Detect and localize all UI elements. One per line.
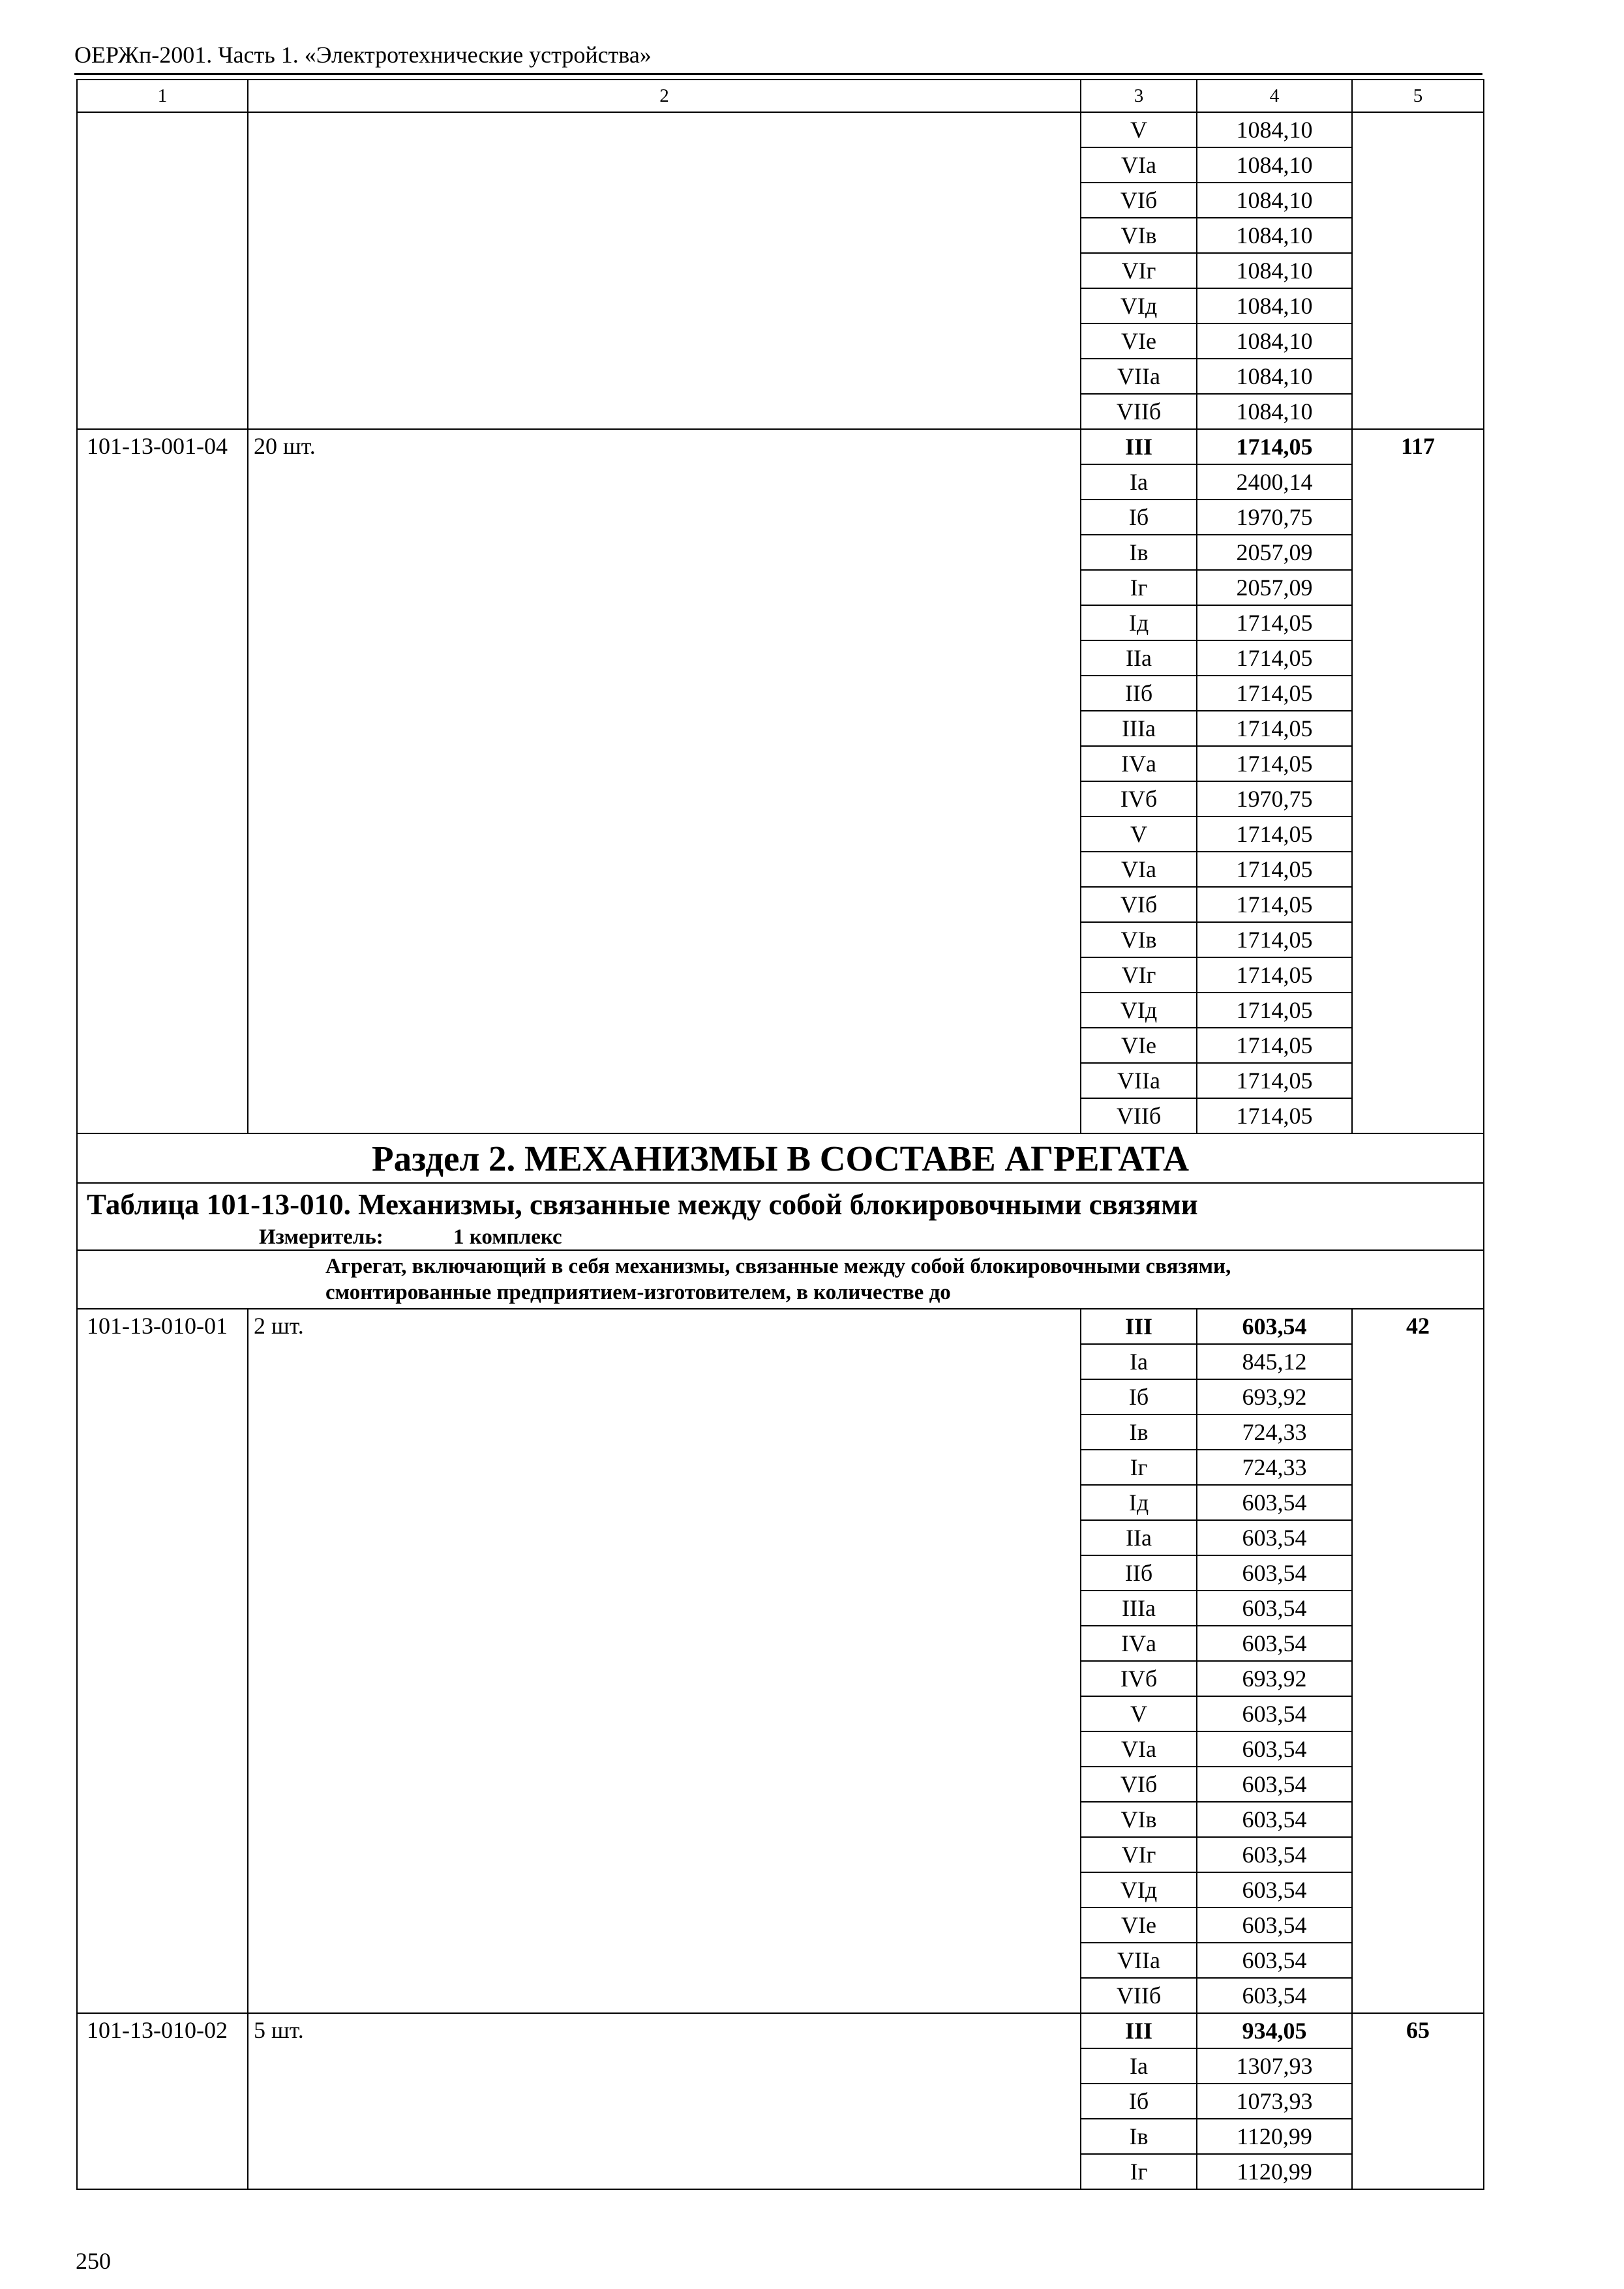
price-cell: 693,92 [1197, 1661, 1352, 1696]
price-cell: 603,54 [1197, 1731, 1352, 1767]
section-title: Раздел 2. МЕХАНИЗМЫ В СОСТАВЕ АГРЕГАТА [77, 1133, 1484, 1183]
unit-label: Измеритель: [259, 1225, 383, 1249]
zone-cell: IIа [1081, 640, 1197, 676]
column-number-row [77, 80, 1484, 112]
price-cell: 603,54 [1197, 1309, 1352, 1344]
zone-cell: IVб [1081, 781, 1197, 816]
price-cell: 1084,10 [1197, 218, 1352, 253]
zone-cell: Iд [1081, 605, 1197, 640]
description-line: смонтированные предприятием-изготовителем, в количестве до [325, 1281, 951, 1304]
price-cell: 603,54 [1197, 1767, 1352, 1802]
zone-cell: VIд [1081, 993, 1197, 1028]
price-cell: 1073,93 [1197, 2084, 1352, 2119]
column-number: 2 [248, 80, 1081, 112]
table-title-cell [77, 1183, 1484, 1250]
zone-cell: VIIа [1081, 359, 1197, 394]
page-number: 250 [76, 2248, 111, 2274]
page-header-title: ОЕРЖп-2001. Часть 1. «Электротехнические устройства» [74, 42, 652, 68]
table-title: Таблица 101-13-010. Механизмы, связанные между собой блокировочными связями [87, 1188, 1198, 1221]
labor-cell [1352, 112, 1484, 429]
column-number: 1 [77, 80, 248, 112]
zone-cell: III [1081, 1309, 1197, 1344]
zone-cell: Iб [1081, 1379, 1197, 1414]
zone-cell: V [1081, 816, 1197, 852]
price-cell: 2057,09 [1197, 535, 1352, 570]
zone-cell: IIб [1081, 676, 1197, 711]
price-cell: 1970,75 [1197, 500, 1352, 535]
zone-cell: Iг [1081, 570, 1197, 605]
price-cell: 1714,05 [1197, 746, 1352, 781]
zone-cell: VIг [1081, 1837, 1197, 1872]
zone-cell: IIб [1081, 1555, 1197, 1591]
table-row [77, 112, 1484, 147]
zone-cell: IIа [1081, 1520, 1197, 1555]
zone-cell: IVа [1081, 1626, 1197, 1661]
zone-cell: VIа [1081, 852, 1197, 887]
price-cell: 1084,10 [1197, 394, 1352, 429]
price-cell: 724,33 [1197, 1414, 1352, 1450]
price-cell: 1714,05 [1197, 640, 1352, 676]
zone-cell: V [1081, 112, 1197, 147]
price-cell: 603,54 [1197, 1555, 1352, 1591]
price-cell: 1084,10 [1197, 112, 1352, 147]
table-row [77, 429, 1484, 464]
zone-cell: VIб [1081, 1767, 1197, 1802]
zone-cell: Iа [1081, 2048, 1197, 2084]
price-cell: 1714,05 [1197, 922, 1352, 957]
zone-cell: VIд [1081, 1872, 1197, 1908]
price-cell: 1714,05 [1197, 429, 1352, 464]
zone-cell: Iб [1081, 2084, 1197, 2119]
zone-cell: VIIб [1081, 1978, 1197, 2013]
zone-cell: IVа [1081, 746, 1197, 781]
description-line: Агрегат, включающий в себя механизмы, связанные между собой блокировочными связями, [325, 1255, 1231, 1278]
labor-cell: 42 [1352, 1309, 1484, 2013]
price-cell: 2057,09 [1197, 570, 1352, 605]
item-name: 20 шт. [248, 429, 1081, 1133]
zone-cell: Iа [1081, 1344, 1197, 1379]
price-cell: 603,54 [1197, 1626, 1352, 1661]
price-cell: 603,54 [1197, 1908, 1352, 1943]
zone-cell: VIIа [1081, 1063, 1197, 1098]
zone-cell: Iв [1081, 1414, 1197, 1450]
header-rule [74, 73, 1482, 75]
zone-cell: VIв [1081, 922, 1197, 957]
zone-cell: Iг [1081, 1450, 1197, 1485]
zone-cell: VIд [1081, 288, 1197, 323]
price-cell: 1084,10 [1197, 253, 1352, 288]
item-name: 5 шт. [248, 2013, 1081, 2189]
zone-cell: VIе [1081, 323, 1197, 359]
table-description [77, 1250, 1484, 1309]
price-cell: 603,54 [1197, 1943, 1352, 1978]
price-table-body [77, 80, 1484, 2189]
zone-cell: VIб [1081, 183, 1197, 218]
description-row [77, 1250, 1484, 1309]
section-row [77, 1133, 1484, 1183]
zone-cell: VIа [1081, 1731, 1197, 1767]
price-cell: 603,54 [1197, 1696, 1352, 1731]
price-cell: 1714,05 [1197, 1098, 1352, 1133]
price-cell: 1120,99 [1197, 2119, 1352, 2154]
zone-cell: VIа [1081, 147, 1197, 183]
price-cell: 1714,05 [1197, 816, 1352, 852]
price-cell: 603,54 [1197, 1485, 1352, 1520]
price-cell: 1084,10 [1197, 359, 1352, 394]
item-name [248, 112, 1081, 429]
zone-cell: IVб [1081, 1661, 1197, 1696]
zone-cell: Iв [1081, 535, 1197, 570]
price-cell: 1307,93 [1197, 2048, 1352, 2084]
price-cell: 1714,05 [1197, 957, 1352, 993]
price-cell: 934,05 [1197, 2013, 1352, 2048]
price-cell: 603,54 [1197, 1591, 1352, 1626]
table-row [77, 2013, 1484, 2048]
price-cell: 603,54 [1197, 1520, 1352, 1555]
price-cell: 603,54 [1197, 1872, 1352, 1908]
zone-cell: VIг [1081, 253, 1197, 288]
zone-cell: VIIб [1081, 394, 1197, 429]
zone-cell: Iг [1081, 2154, 1197, 2189]
unit-line [87, 1225, 1483, 1249]
price-cell: 1714,05 [1197, 1063, 1352, 1098]
item-code: 101-13-001-04 [77, 429, 248, 1133]
price-cell: 845,12 [1197, 1344, 1352, 1379]
labor-cell: 117 [1352, 429, 1484, 1133]
price-cell: 2400,14 [1197, 464, 1352, 500]
price-cell: 603,54 [1197, 1802, 1352, 1837]
price-cell: 724,33 [1197, 1450, 1352, 1485]
price-cell: 1714,05 [1197, 676, 1352, 711]
zone-cell: VIе [1081, 1028, 1197, 1063]
price-table [76, 79, 1484, 2190]
table-title-row [77, 1183, 1484, 1250]
price-cell: 1714,05 [1197, 852, 1352, 887]
zone-cell: VIе [1081, 1908, 1197, 1943]
zone-cell: VIв [1081, 1802, 1197, 1837]
item-code: 101-13-010-02 [77, 2013, 248, 2189]
zone-cell: Iа [1081, 464, 1197, 500]
price-cell: 1084,10 [1197, 147, 1352, 183]
price-cell: 693,92 [1197, 1379, 1352, 1414]
price-cell: 603,54 [1197, 1978, 1352, 2013]
price-cell: 1084,10 [1197, 323, 1352, 359]
zone-cell: III [1081, 429, 1197, 464]
price-cell: 1084,10 [1197, 288, 1352, 323]
zone-cell: Iд [1081, 1485, 1197, 1520]
column-number: 3 [1081, 80, 1197, 112]
table-row [77, 1309, 1484, 1344]
labor-cell: 65 [1352, 2013, 1484, 2189]
zone-cell: Iв [1081, 2119, 1197, 2154]
zone-cell: IIIа [1081, 711, 1197, 746]
price-cell: 1120,99 [1197, 2154, 1352, 2189]
zone-cell: VIIб [1081, 1098, 1197, 1133]
zone-cell: Iб [1081, 500, 1197, 535]
item-name: 2 шт. [248, 1309, 1081, 2013]
price-cell: 1714,05 [1197, 887, 1352, 922]
column-number: 5 [1352, 80, 1484, 112]
item-code: 101-13-010-01 [77, 1309, 248, 2013]
price-cell: 1084,10 [1197, 183, 1352, 218]
zone-cell: VIв [1081, 218, 1197, 253]
price-cell: 1714,05 [1197, 711, 1352, 746]
zone-cell: VIIа [1081, 1943, 1197, 1978]
unit-value: 1 комплекс [453, 1225, 562, 1249]
zone-cell: IIIа [1081, 1591, 1197, 1626]
price-cell: 1970,75 [1197, 781, 1352, 816]
price-cell: 1714,05 [1197, 993, 1352, 1028]
item-code [77, 112, 248, 429]
zone-cell: VIг [1081, 957, 1197, 993]
price-cell: 1714,05 [1197, 1028, 1352, 1063]
zone-cell: V [1081, 1696, 1197, 1731]
zone-cell: III [1081, 2013, 1197, 2048]
column-number: 4 [1197, 80, 1352, 112]
price-cell: 603,54 [1197, 1837, 1352, 1872]
zone-cell: VIб [1081, 887, 1197, 922]
price-cell: 1714,05 [1197, 605, 1352, 640]
